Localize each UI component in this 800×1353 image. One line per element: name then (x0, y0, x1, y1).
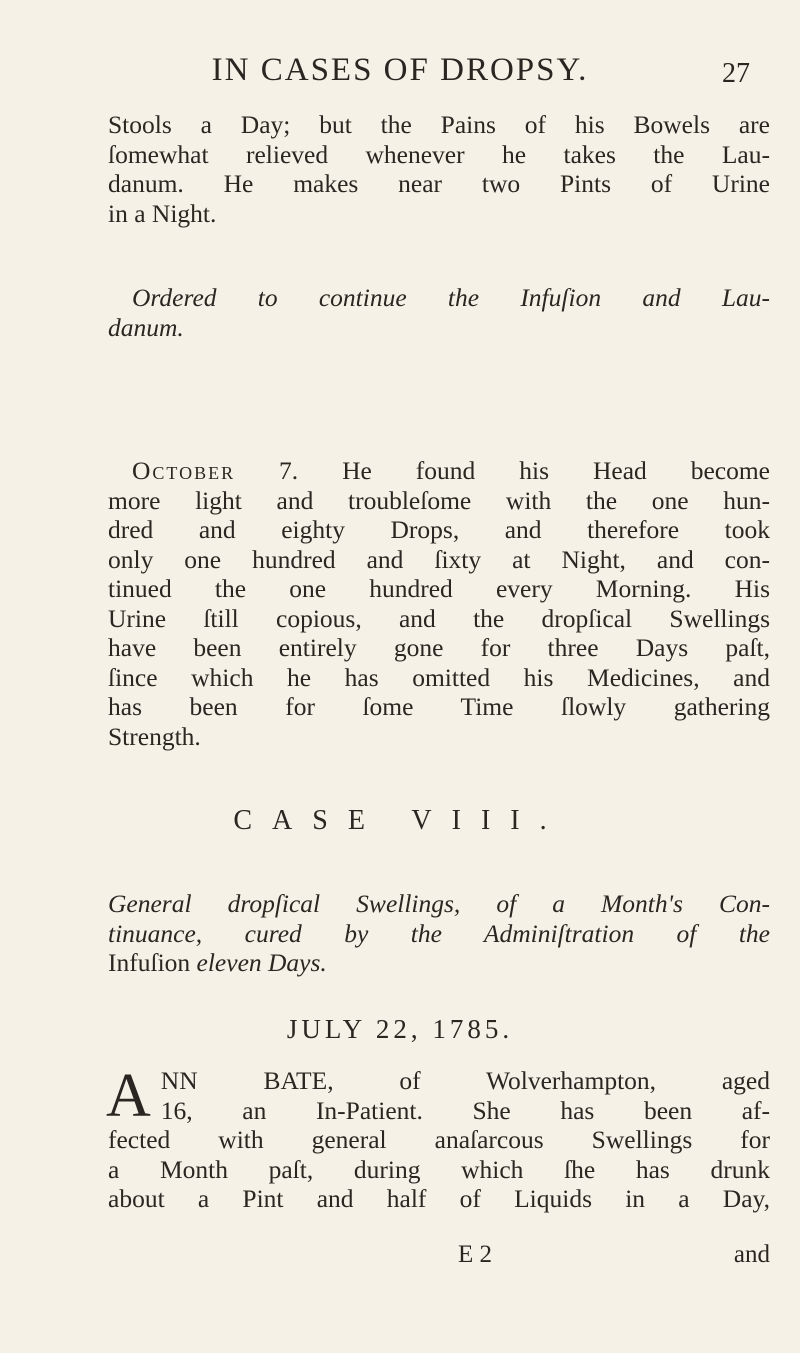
text-line: Urine ſtill copious, and the dropſical Swellings (108, 603, 770, 633)
running-head: IN CASES OF DROPSY. (211, 52, 589, 88)
text-line: danum. He makes near two Pints of Urine (108, 169, 770, 198)
text-line: ſomewhat relieved whenever he takes the Lau- (108, 139, 770, 169)
case-subtitle (108, 889, 770, 978)
text-line: fected with general anaſarcous Swellings for (108, 1125, 770, 1154)
drop-cap: A (106, 1062, 151, 1130)
text-line: has been for ſome Time ſlowly gathering (108, 692, 770, 721)
catchword: and (733, 1241, 770, 1268)
text-line (108, 456, 770, 486)
entry-date: JULY 22, 1785. (286, 1014, 514, 1044)
text-line: more light and troubleſome with the one hun- (108, 485, 770, 515)
ordered-paragraph (108, 283, 770, 342)
text-line: danum. (108, 312, 184, 342)
page-footer (108, 1241, 770, 1273)
october-paragraph (108, 456, 770, 751)
text-line: Ordered to continue the Infuſion and Lau- (132, 283, 770, 312)
text-line: General dropſical Swellings, of a Month's Con- (108, 889, 770, 918)
text-fragment: 7. He found his Head become (235, 456, 770, 485)
text-line (108, 948, 770, 978)
text-line: only one hundred and ſixty at Night, and con- (108, 544, 770, 574)
text-fragment: eleven Days. (190, 948, 327, 977)
text-line: Stools a Day; but the Pains of his Bowels are (108, 110, 770, 139)
text-line: Strength. (108, 721, 201, 751)
text-line: about a Pint and half of Liquids in a Day, (108, 1184, 770, 1213)
text-line: ſince which he has omitted his Medicines, and (108, 662, 770, 692)
entry-date-label: October (132, 456, 236, 485)
ann-bate-paragraph (106, 1062, 770, 1214)
text-line: dred and eighty Drops, and therefore took (108, 515, 770, 544)
text-line: tinued the one hundred every Morning. His (108, 574, 770, 603)
signature-mark: E 2 (458, 1241, 493, 1268)
text-line: in a Night. (108, 198, 217, 228)
text-line: a Month paſt, during which ſhe has drunk (108, 1154, 770, 1184)
text-line: NN BATE, of Wolverhampton, aged (160, 1066, 770, 1095)
text-line: tinuance, cured by the Adminiſtration of the (108, 918, 770, 948)
text-line: have been entirely gone for three Days paſt, (108, 633, 770, 662)
text-fragment: Infuſion (108, 948, 191, 977)
paragraph-stools (108, 110, 770, 228)
page-number: 27 (722, 58, 750, 89)
case-heading: CASE VIII. (233, 805, 567, 836)
text-line: 16, an In-Patient. She has been af- (160, 1095, 770, 1125)
